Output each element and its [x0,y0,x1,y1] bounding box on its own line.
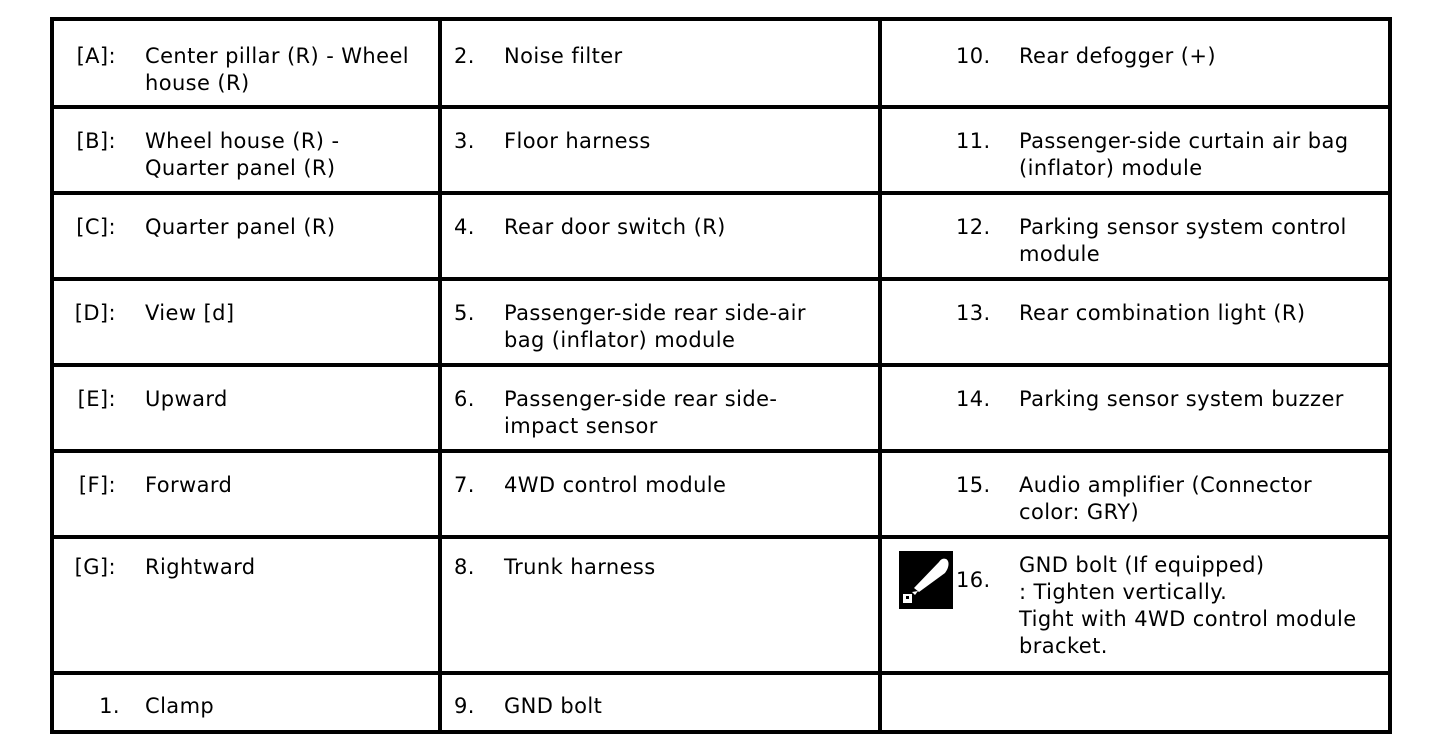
legend-entry-b [54,109,438,191]
legend-key: 13. [956,301,991,325]
legend-label: : Tighten vertically. [1019,580,1228,604]
legend-label: Tight with 4WD control module [1019,607,1357,631]
legend-key: 7. [454,473,475,497]
legend-key: 4. [454,215,475,239]
legend-entry-3 [442,109,878,191]
legend-label: Clamp [145,694,215,718]
legend-entry-13 [882,281,1388,363]
legend-label: Passenger-side rear side-air [504,301,806,325]
legend-key: 10. [956,44,991,68]
legend-key: 14. [956,387,991,411]
legend-entry-5 [442,281,878,363]
legend-key: 12. [956,215,991,239]
legend-key: 2. [454,44,475,68]
legend-entry-c [54,195,438,277]
empty-cell [882,675,1388,734]
legend-key: [F]: [78,473,116,497]
legend-key: [D]: [74,301,116,325]
legend-label: 4WD control module [504,473,727,497]
legend-key: [B]: [76,129,116,153]
legend-entry-11 [882,109,1388,191]
legend-key: [E]: [77,387,116,411]
legend-entry-d [54,281,438,363]
legend-entry-10 [882,21,1388,105]
legend-label: Forward [145,473,233,497]
legend-label: GND bolt [504,694,603,718]
legend-label: bag (inflator) module [504,328,736,352]
legend-label: Trunk harness [504,555,656,579]
legend-label: Rightward [145,555,256,579]
legend-entry-2 [442,21,878,105]
legend-label: Rear defogger (+) [1019,44,1216,68]
legend-entry-7 [442,453,878,535]
legend-label: (inflator) module [1019,156,1203,180]
legend-entry-15 [882,453,1388,535]
legend-label: Parking sensor system control [1019,215,1347,239]
legend-key: [A]: [76,44,116,68]
legend-entry-6 [442,367,878,449]
legend-key: 3. [454,129,475,153]
legend-entry-f [54,453,438,535]
legend-label: Rear combination light (R) [1019,301,1306,325]
legend-key: 8. [454,555,475,579]
legend-label: Passenger-side curtain air bag [1019,129,1349,153]
legend-label: Floor harness [504,129,651,153]
legend-entry-14 [882,367,1388,449]
legend-label: Quarter panel (R) [145,156,336,180]
legend-label: Center pillar (R) - Wheel [145,44,410,68]
legend-entry-g [54,539,438,671]
legend-entry-e [54,367,438,449]
legend-label: Passenger-side rear side- [504,387,778,411]
legend-key: [C]: [76,215,116,239]
legend-label: Wheel house (R) - [145,129,340,153]
legend-label: Parking sensor system buzzer [1019,387,1344,411]
legend-label: impact sensor [504,414,658,438]
legend-label: Upward [145,387,228,411]
legend-table [50,17,1392,734]
legend-key: 5. [454,301,475,325]
legend-key: 1. [99,694,120,718]
legend-label: house (R) [145,71,250,95]
legend-entry-9 [442,675,878,734]
legend-key: [G]: [74,555,116,579]
legend-key: 9. [454,694,475,718]
legend-entry-1 [54,675,438,734]
legend-entry-8 [442,539,878,671]
legend-key: 16. [956,568,991,592]
legend-key: 15. [956,473,991,497]
legend-key: 6. [454,387,475,411]
legend-label: color: GRY) [1019,500,1140,524]
legend-entry-12 [882,195,1388,277]
legend-label: Quarter panel (R) [145,215,336,239]
legend-label: module [1019,242,1101,266]
legend-label: bracket. [1019,634,1108,658]
legend-label: Audio amplifier (Connector [1019,473,1313,497]
legend-key: 11. [956,129,991,153]
legend-label: Rear door switch (R) [504,215,726,239]
legend-entry-4 [442,195,878,277]
legend-entry-16 [882,539,1388,671]
tightening-symbol-icon [899,551,953,609]
legend-label: View [d] [145,301,235,325]
legend-entry-a [54,21,438,105]
legend-label: GND bolt (If equipped) [1019,553,1265,577]
legend-label: Noise filter [504,44,623,68]
